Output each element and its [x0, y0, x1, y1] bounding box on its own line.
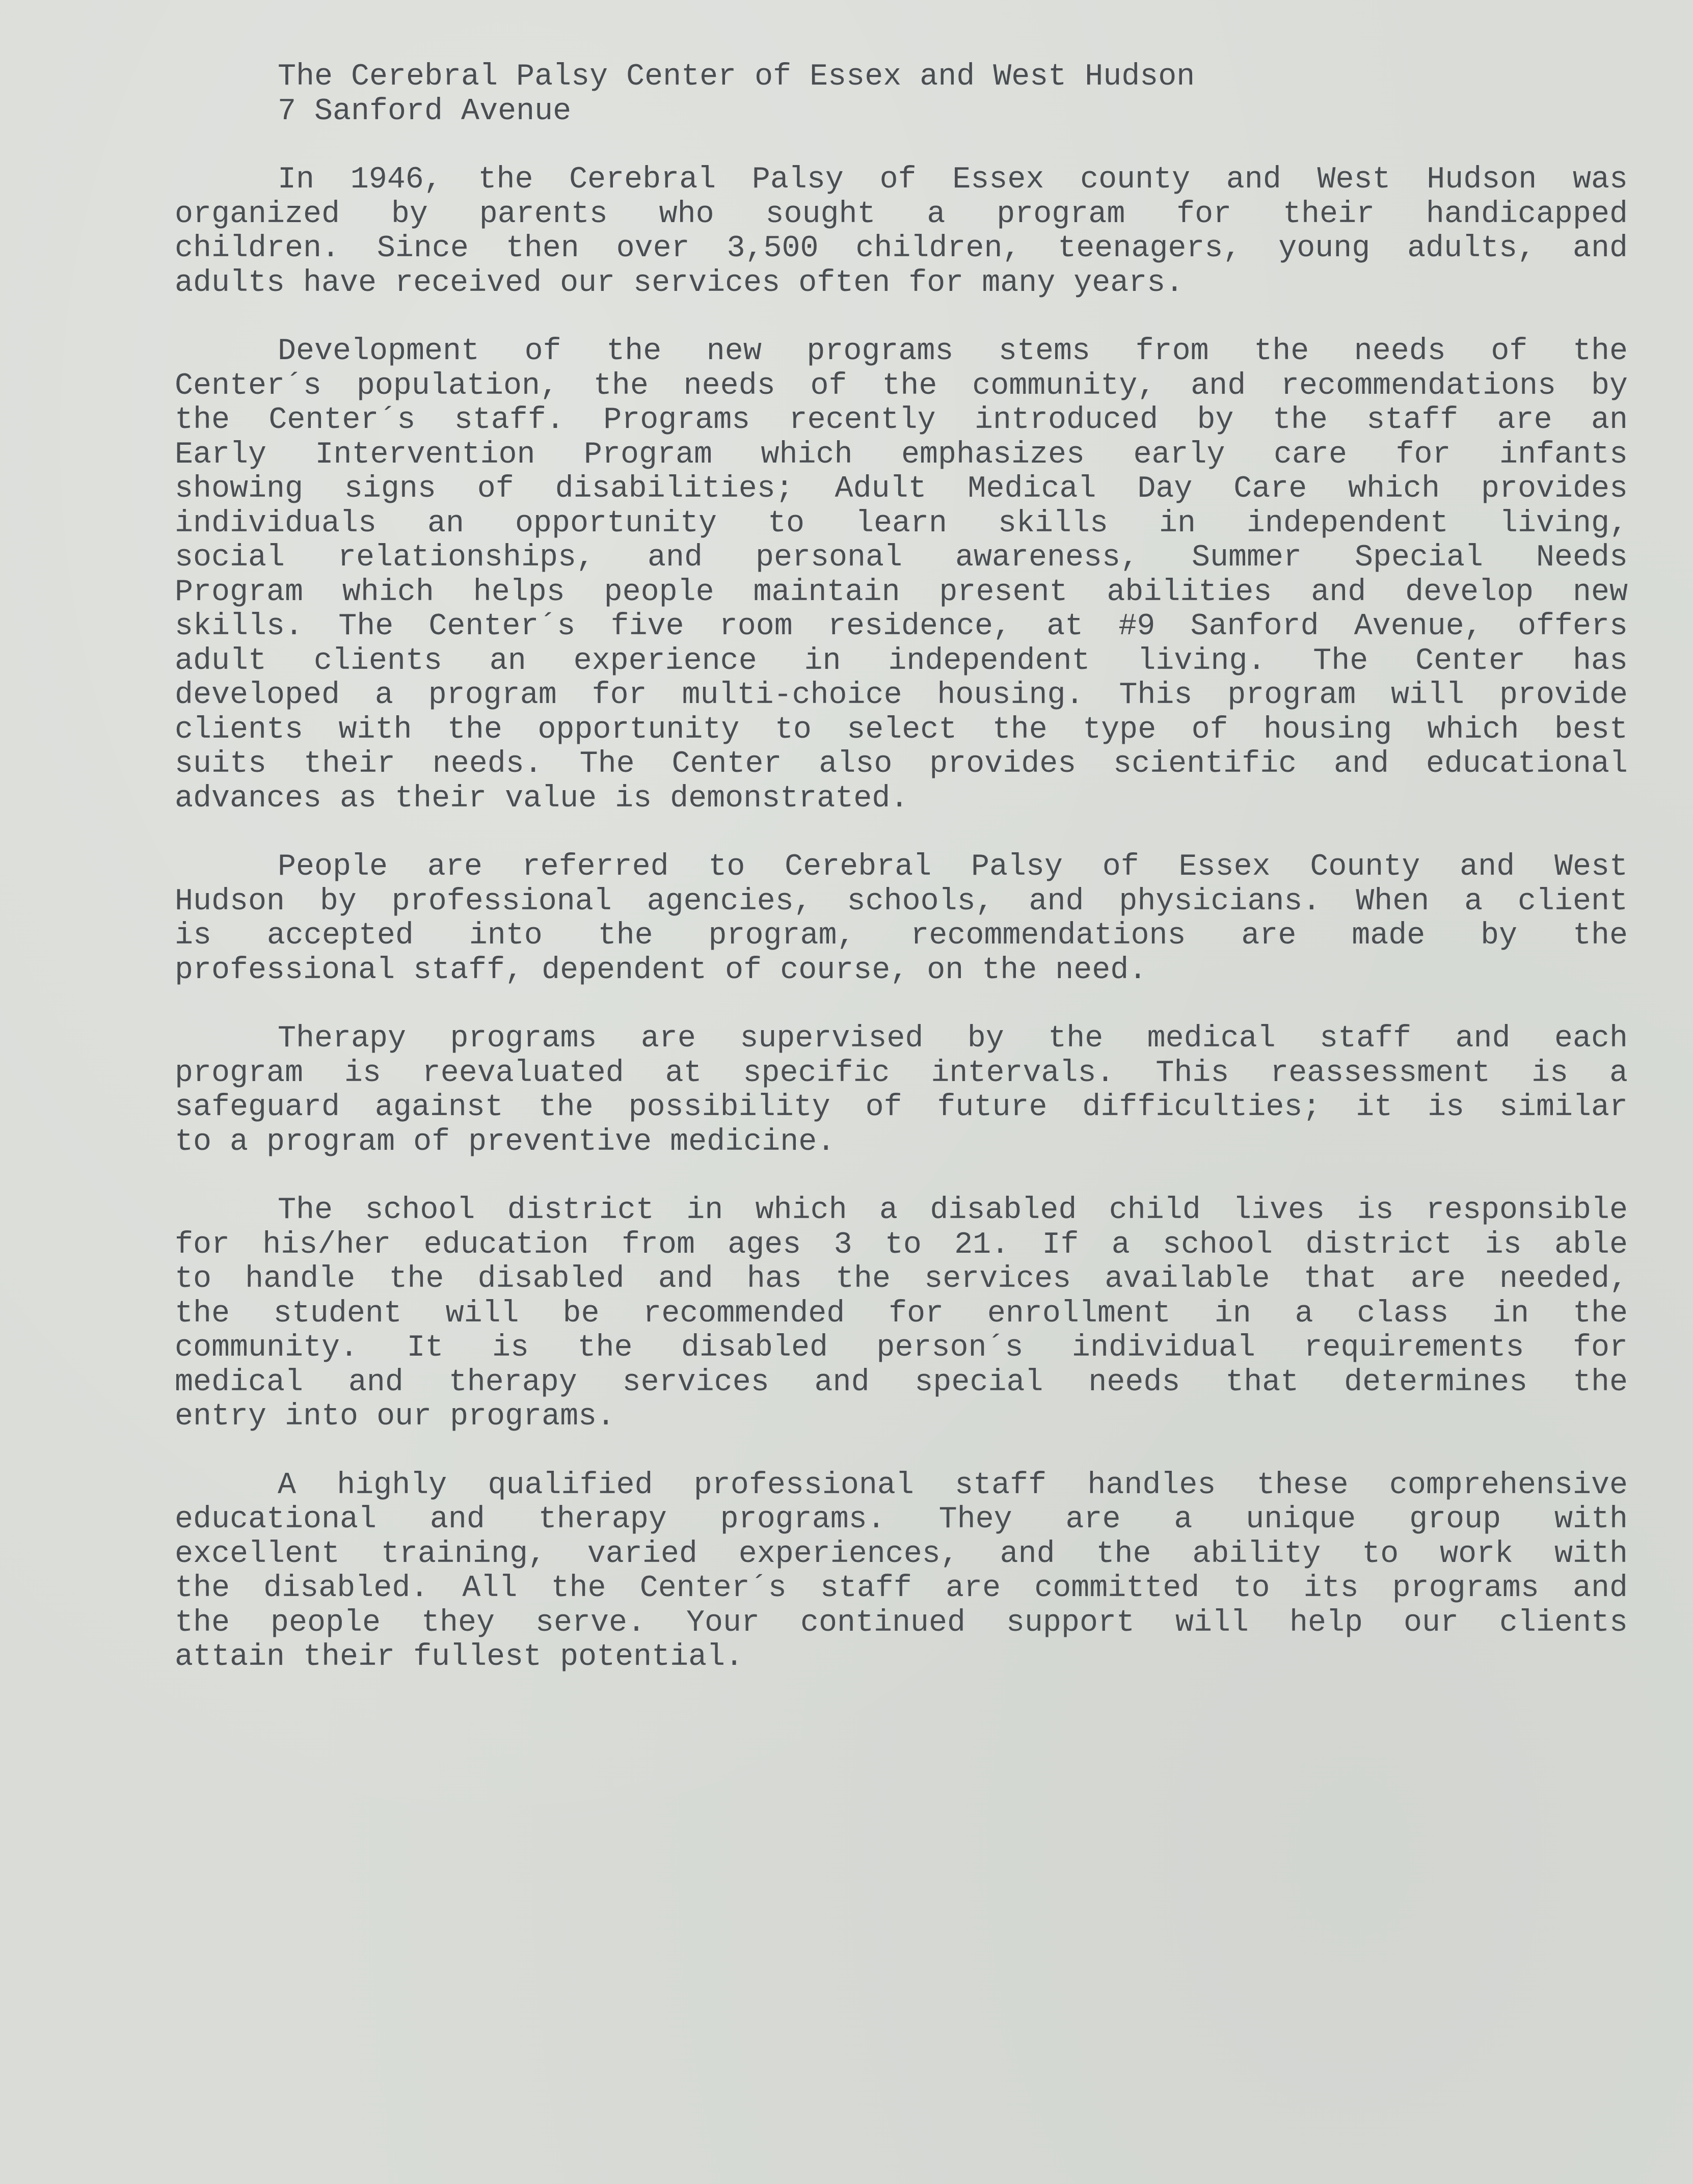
- text-line: adults have received our services often for many years.: [175, 265, 1184, 301]
- text-line: The school district in which a disabled child lives is responsible: [278, 1193, 1628, 1228]
- organization-address: 7 Sanford Avenue: [278, 94, 572, 129]
- text-line: suits their needs. The Center also provides scientific and educational: [175, 747, 1628, 781]
- text-line: social relationships, and personal awareness, Summer Special Needs: [175, 541, 1628, 575]
- text-line: organized by parents who sought a program for their handicapped: [175, 197, 1628, 232]
- text-line: skills. The Center´s five room residence, at #9 Sanford Avenue, offers: [175, 609, 1628, 644]
- text-line: children. Since then over 3,500 children, teenagers, young adults, and: [175, 231, 1628, 266]
- text-line: In 1946, the Cerebral Palsy of Essex county and West Hudson was: [278, 163, 1628, 197]
- text-line: Center´s population, the needs of the community, and recommendations by: [175, 368, 1628, 403]
- text-line: showing signs of disabilities; Adult Medical Day Care which provides: [175, 472, 1628, 506]
- text-line: Program which helps people maintain present abilities and develop new: [175, 575, 1628, 610]
- text-line: professional staff, dependent of course, on the need.: [175, 953, 1147, 988]
- paragraph-programs: [175, 335, 1628, 816]
- text-line: for his/her education from ages 3 to 21. If a school district is able: [175, 1227, 1628, 1262]
- text-line: the people they serve. Your continued support will help our clients: [175, 1605, 1628, 1640]
- text-line: Hudson by professional agencies, schools, and physicians. When a client: [175, 884, 1628, 919]
- text-line: the student will be recommended for enrollment in a class in the: [175, 1296, 1628, 1331]
- text-line: safeguard against the possibility of future difficulties; it is similar: [175, 1090, 1628, 1125]
- typed-letter: [175, 60, 1628, 1709]
- text-line: excellent training, varied experiences, and the ability to work with: [175, 1536, 1628, 1572]
- text-line: People are referred to Cerebral Palsy of Essex County and West: [278, 850, 1628, 884]
- paragraph-history: [175, 163, 1628, 301]
- text-line: Therapy programs are supervised by the medical staff and each: [278, 1021, 1628, 1056]
- text-line: attain their fullest potential.: [175, 1640, 744, 1675]
- text-line: medical and therapy services and special needs that determines the: [175, 1365, 1628, 1400]
- text-line: program is reevaluated at specific intervals. This reassessment is a: [175, 1056, 1628, 1091]
- paragraph-therapy: [175, 1022, 1628, 1160]
- text-line: clients with the opportunity to select the type of housing which best: [175, 712, 1628, 747]
- text-line: educational and therapy programs. They are a unique group with: [175, 1502, 1628, 1537]
- text-line: developed a program for multi-choice housing. This program will provide: [175, 678, 1628, 713]
- text-line: entry into our programs.: [175, 1399, 615, 1434]
- organization-name: The Cerebral Palsy Center of Essex and West Hudson: [278, 60, 1195, 94]
- text-line: the Center´s staff. Programs recently introduced by the staff are an: [175, 403, 1628, 438]
- text-line: Development of the new programs stems from the needs of the: [278, 334, 1628, 369]
- text-line: to a program of preventive medicine.: [175, 1124, 836, 1160]
- paragraph-school-district: [175, 1194, 1628, 1435]
- text-line: advances as their value is demonstrated.: [175, 781, 909, 816]
- letter-heading: [175, 60, 1628, 129]
- text-line: the disabled. All the Center´s staff are committed to its programs and: [175, 1571, 1628, 1606]
- text-line: adult clients an experience in independent living. The Center has: [175, 643, 1628, 679]
- text-line: community. It is the disabled person´s individual requirements for: [175, 1331, 1628, 1365]
- text-line: to handle the disabled and has the services available that are needed,: [175, 1262, 1628, 1297]
- paragraph-referrals: [175, 850, 1628, 988]
- text-line: Early Intervention Program which emphasizes early care for infants: [175, 437, 1628, 472]
- text-line: individuals an opportunity to learn skills in independent living,: [175, 506, 1628, 541]
- paragraph-staff: [175, 1469, 1628, 1675]
- text-line: A highly qualified professional staff handles these comprehensive: [278, 1468, 1628, 1503]
- text-line: is accepted into the program, recommendations are made by the: [175, 919, 1628, 953]
